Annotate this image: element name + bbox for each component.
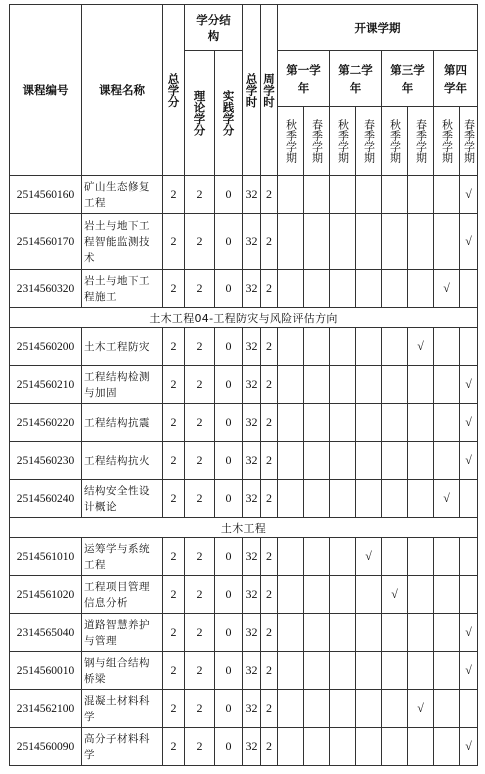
semester-cell bbox=[304, 442, 330, 480]
theory-credits-cell: 2 bbox=[185, 270, 215, 308]
semester-cell bbox=[304, 480, 330, 518]
table-header bbox=[10, 5, 478, 176]
semester-cell bbox=[408, 176, 434, 214]
table-row bbox=[10, 176, 478, 214]
check-mark-icon: √ bbox=[465, 377, 472, 391]
check-mark-icon: √ bbox=[465, 663, 472, 677]
semester-cell bbox=[408, 480, 434, 518]
total-credits-cell: 2 bbox=[163, 404, 185, 442]
semester-cell bbox=[408, 576, 434, 614]
semester-cell bbox=[278, 614, 304, 652]
table-row bbox=[10, 214, 478, 270]
table-row bbox=[10, 366, 478, 404]
semester-cell bbox=[460, 690, 478, 728]
table-row bbox=[10, 270, 478, 308]
semester-cell bbox=[408, 690, 434, 728]
semester-cell bbox=[304, 538, 330, 576]
semester-cell bbox=[330, 270, 356, 308]
theory-credits-cell: 2 bbox=[185, 214, 215, 270]
check-mark-icon: √ bbox=[465, 187, 472, 201]
semester-cell bbox=[356, 366, 382, 404]
semester-cell bbox=[304, 404, 330, 442]
course-name-cell: 岩土与地下工程智能监测技术 bbox=[82, 214, 163, 270]
check-mark-icon: √ bbox=[465, 625, 472, 639]
semester-cell bbox=[434, 690, 460, 728]
header-year-4: 第四学年 bbox=[434, 51, 478, 107]
semester-cell bbox=[460, 576, 478, 614]
semester-cell bbox=[356, 214, 382, 270]
semester-cell bbox=[408, 652, 434, 690]
semester-cell bbox=[434, 614, 460, 652]
semester-cell bbox=[356, 728, 382, 766]
course-code-cell: 2514560230 bbox=[10, 442, 82, 480]
practice-credits-cell: 0 bbox=[215, 538, 243, 576]
header-y4-spring: 春季学期 bbox=[460, 107, 478, 176]
course-name-cell: 结构安全性设计概论 bbox=[82, 480, 163, 518]
semester-cell bbox=[304, 652, 330, 690]
practice-credits-cell: 0 bbox=[215, 328, 243, 366]
semester-cell bbox=[278, 176, 304, 214]
table-row bbox=[10, 576, 478, 614]
practice-credits-cell: 0 bbox=[215, 480, 243, 518]
semester-cell bbox=[408, 728, 434, 766]
section-header-row bbox=[10, 308, 478, 328]
course-name-cell: 混凝土材料科学 bbox=[82, 690, 163, 728]
semester-cell bbox=[408, 442, 434, 480]
semester-cell bbox=[460, 214, 478, 270]
weekly-hours-cell: 2 bbox=[261, 614, 278, 652]
practice-credits-cell: 0 bbox=[215, 214, 243, 270]
theory-credits-cell: 2 bbox=[185, 576, 215, 614]
semester-cell bbox=[434, 366, 460, 404]
header-y2-spring: 春季学期 bbox=[356, 107, 382, 176]
semester-cell bbox=[382, 614, 408, 652]
course-code-cell: 2514560090 bbox=[10, 728, 82, 766]
semester-cell bbox=[330, 328, 356, 366]
weekly-hours-cell: 2 bbox=[261, 366, 278, 404]
semester-cell bbox=[356, 576, 382, 614]
course-name-cell: 工程结构检测与加固 bbox=[82, 366, 163, 404]
course-name-cell: 岩土与地下工程施工 bbox=[82, 270, 163, 308]
table-row bbox=[10, 538, 478, 576]
course-code-cell: 2514560160 bbox=[10, 176, 82, 214]
header-y3-autumn: 秋季学期 bbox=[382, 107, 408, 176]
header-theory-credits: 理论学分 bbox=[185, 51, 215, 176]
course-name-cell: 高分子材料科学 bbox=[82, 728, 163, 766]
total-credits-cell: 2 bbox=[163, 176, 185, 214]
course-code-cell: 2514561010 bbox=[10, 538, 82, 576]
semester-cell bbox=[382, 480, 408, 518]
semester-cell bbox=[460, 614, 478, 652]
semester-cell bbox=[278, 728, 304, 766]
semester-cell bbox=[330, 576, 356, 614]
semester-cell bbox=[408, 214, 434, 270]
check-mark-icon: √ bbox=[465, 453, 472, 467]
course-code-cell: 2514560220 bbox=[10, 404, 82, 442]
semester-cell bbox=[356, 480, 382, 518]
semester-cell bbox=[304, 328, 330, 366]
header-total-credits: 总学分 bbox=[163, 5, 185, 176]
check-mark-icon: √ bbox=[443, 281, 450, 295]
check-mark-icon: √ bbox=[391, 587, 398, 601]
course-code-cell: 2314565040 bbox=[10, 614, 82, 652]
semester-cell bbox=[460, 176, 478, 214]
course-name-cell: 工程结构抗震 bbox=[82, 404, 163, 442]
theory-credits-cell: 2 bbox=[185, 328, 215, 366]
weekly-hours-cell: 2 bbox=[261, 214, 278, 270]
semester-cell bbox=[330, 690, 356, 728]
theory-credits-cell: 2 bbox=[185, 176, 215, 214]
practice-credits-cell: 0 bbox=[215, 442, 243, 480]
total-credits-cell: 2 bbox=[163, 442, 185, 480]
theory-credits-cell: 2 bbox=[185, 404, 215, 442]
course-name-cell: 道路智慧养护与管理 bbox=[82, 614, 163, 652]
semester-cell bbox=[382, 576, 408, 614]
semester-cell bbox=[382, 690, 408, 728]
header-course-code: 课程编号 bbox=[10, 5, 82, 176]
table-row bbox=[10, 690, 478, 728]
semester-cell bbox=[304, 614, 330, 652]
total-hours-cell: 32 bbox=[243, 480, 261, 518]
total-hours-cell: 32 bbox=[243, 404, 261, 442]
section-title: 土木工程 bbox=[10, 518, 478, 538]
header-y2-autumn: 秋季学期 bbox=[330, 107, 356, 176]
semester-cell bbox=[278, 214, 304, 270]
theory-credits-cell: 2 bbox=[185, 366, 215, 404]
semester-cell bbox=[434, 576, 460, 614]
check-mark-icon: √ bbox=[465, 234, 472, 248]
practice-credits-cell: 0 bbox=[215, 404, 243, 442]
semester-cell bbox=[330, 404, 356, 442]
header-year-3: 第三学年 bbox=[382, 51, 434, 107]
semester-cell bbox=[356, 652, 382, 690]
semester-cell bbox=[382, 652, 408, 690]
check-mark-icon: √ bbox=[365, 549, 372, 563]
total-credits-cell: 2 bbox=[163, 538, 185, 576]
semester-cell bbox=[278, 576, 304, 614]
semester-cell bbox=[356, 328, 382, 366]
weekly-hours-cell: 2 bbox=[261, 176, 278, 214]
semester-cell bbox=[356, 690, 382, 728]
semester-cell bbox=[434, 480, 460, 518]
semester-cell bbox=[304, 728, 330, 766]
total-credits-cell: 2 bbox=[163, 480, 185, 518]
semester-cell bbox=[356, 614, 382, 652]
practice-credits-cell: 0 bbox=[215, 176, 243, 214]
course-table bbox=[9, 4, 478, 766]
semester-cell bbox=[382, 366, 408, 404]
semester-cell bbox=[330, 652, 356, 690]
semester-cell bbox=[408, 270, 434, 308]
semester-cell bbox=[460, 404, 478, 442]
practice-credits-cell: 0 bbox=[215, 728, 243, 766]
course-code-cell: 2514560240 bbox=[10, 480, 82, 518]
table-row bbox=[10, 652, 478, 690]
course-code-cell: 2314560320 bbox=[10, 270, 82, 308]
semester-cell bbox=[434, 328, 460, 366]
weekly-hours-cell: 2 bbox=[261, 480, 278, 518]
course-code-cell: 2514560210 bbox=[10, 366, 82, 404]
semester-cell bbox=[460, 652, 478, 690]
course-code-cell: 2314562100 bbox=[10, 690, 82, 728]
course-name-cell: 钢与组合结构桥梁 bbox=[82, 652, 163, 690]
theory-credits-cell: 2 bbox=[185, 614, 215, 652]
semester-cell bbox=[382, 214, 408, 270]
header-y1-spring: 春季学期 bbox=[304, 107, 330, 176]
semester-cell bbox=[356, 270, 382, 308]
semester-cell bbox=[408, 404, 434, 442]
header-total-hours: 总学时 bbox=[243, 5, 261, 176]
check-mark-icon: √ bbox=[443, 491, 450, 505]
semester-cell bbox=[304, 690, 330, 728]
semester-cell bbox=[434, 270, 460, 308]
check-mark-icon: √ bbox=[417, 701, 424, 715]
total-credits-cell: 2 bbox=[163, 270, 185, 308]
total-hours-cell: 32 bbox=[243, 652, 261, 690]
header-semesters: 开课学期 bbox=[278, 5, 478, 51]
table-row bbox=[10, 728, 478, 766]
semester-cell bbox=[330, 214, 356, 270]
total-hours-cell: 32 bbox=[243, 442, 261, 480]
semester-cell bbox=[382, 328, 408, 366]
weekly-hours-cell: 2 bbox=[261, 690, 278, 728]
semester-cell bbox=[460, 328, 478, 366]
total-hours-cell: 32 bbox=[243, 576, 261, 614]
semester-cell bbox=[278, 652, 304, 690]
header-year-1: 第一学年 bbox=[278, 51, 330, 107]
header-practice-credits: 实践学分 bbox=[215, 51, 243, 176]
semester-cell bbox=[330, 480, 356, 518]
course-name-cell: 土木工程防灾 bbox=[82, 328, 163, 366]
theory-credits-cell: 2 bbox=[185, 480, 215, 518]
semester-cell bbox=[460, 270, 478, 308]
theory-credits-cell: 2 bbox=[185, 442, 215, 480]
semester-cell bbox=[460, 728, 478, 766]
header-credit-structure: 学分结构 bbox=[185, 5, 243, 51]
total-hours-cell: 32 bbox=[243, 614, 261, 652]
course-name-cell: 工程项目管理信息分析 bbox=[82, 576, 163, 614]
semester-cell bbox=[278, 538, 304, 576]
section-header-row bbox=[10, 518, 478, 538]
semester-cell bbox=[382, 404, 408, 442]
semester-cell bbox=[434, 538, 460, 576]
total-hours-cell: 32 bbox=[243, 538, 261, 576]
semester-cell bbox=[408, 538, 434, 576]
total-hours-cell: 32 bbox=[243, 176, 261, 214]
course-name-cell: 工程结构抗火 bbox=[82, 442, 163, 480]
header-y1-autumn: 秋季学期 bbox=[278, 107, 304, 176]
semester-cell bbox=[278, 328, 304, 366]
semester-cell bbox=[434, 176, 460, 214]
semester-cell bbox=[434, 214, 460, 270]
total-hours-cell: 32 bbox=[243, 270, 261, 308]
total-hours-cell: 32 bbox=[243, 214, 261, 270]
total-credits-cell: 2 bbox=[163, 690, 185, 728]
course-name-cell: 矿山生态修复工程 bbox=[82, 176, 163, 214]
semester-cell bbox=[460, 442, 478, 480]
semester-cell bbox=[304, 270, 330, 308]
semester-cell bbox=[278, 480, 304, 518]
semester-cell bbox=[356, 538, 382, 576]
semester-cell bbox=[434, 652, 460, 690]
practice-credits-cell: 0 bbox=[215, 652, 243, 690]
weekly-hours-cell: 2 bbox=[261, 576, 278, 614]
semester-cell bbox=[356, 176, 382, 214]
table-row bbox=[10, 480, 478, 518]
semester-cell bbox=[330, 176, 356, 214]
semester-cell bbox=[330, 442, 356, 480]
semester-cell bbox=[330, 538, 356, 576]
weekly-hours-cell: 2 bbox=[261, 728, 278, 766]
theory-credits-cell: 2 bbox=[185, 690, 215, 728]
header-y4-autumn: 秋季学期 bbox=[434, 107, 460, 176]
total-credits-cell: 2 bbox=[163, 576, 185, 614]
semester-cell bbox=[304, 366, 330, 404]
total-hours-cell: 32 bbox=[243, 690, 261, 728]
semester-cell bbox=[408, 366, 434, 404]
semester-cell bbox=[278, 404, 304, 442]
course-code-cell: 2514560200 bbox=[10, 328, 82, 366]
weekly-hours-cell: 2 bbox=[261, 652, 278, 690]
table-row bbox=[10, 328, 478, 366]
semester-cell bbox=[460, 538, 478, 576]
table-body bbox=[10, 176, 478, 766]
header-weekly-hours: 周学时 bbox=[261, 5, 278, 176]
weekly-hours-cell: 2 bbox=[261, 328, 278, 366]
section-title: 土木工程04-工程防灾与风险评估方向 bbox=[10, 308, 478, 328]
semester-cell bbox=[356, 404, 382, 442]
total-hours-cell: 32 bbox=[243, 728, 261, 766]
semester-cell bbox=[304, 214, 330, 270]
semester-cell bbox=[356, 442, 382, 480]
semester-cell bbox=[382, 538, 408, 576]
total-credits-cell: 2 bbox=[163, 614, 185, 652]
total-hours-cell: 32 bbox=[243, 366, 261, 404]
course-code-cell: 2514561020 bbox=[10, 576, 82, 614]
semester-cell bbox=[330, 366, 356, 404]
total-hours-cell: 32 bbox=[243, 328, 261, 366]
total-credits-cell: 2 bbox=[163, 328, 185, 366]
semester-cell bbox=[434, 442, 460, 480]
weekly-hours-cell: 2 bbox=[261, 404, 278, 442]
semester-cell bbox=[330, 728, 356, 766]
theory-credits-cell: 2 bbox=[185, 728, 215, 766]
weekly-hours-cell: 2 bbox=[261, 270, 278, 308]
total-credits-cell: 2 bbox=[163, 728, 185, 766]
semester-cell bbox=[408, 614, 434, 652]
practice-credits-cell: 0 bbox=[215, 576, 243, 614]
semester-cell bbox=[382, 176, 408, 214]
table-row bbox=[10, 442, 478, 480]
semester-cell bbox=[278, 690, 304, 728]
total-credits-cell: 2 bbox=[163, 214, 185, 270]
weekly-hours-cell: 2 bbox=[261, 442, 278, 480]
check-mark-icon: √ bbox=[465, 739, 472, 753]
theory-credits-cell: 2 bbox=[185, 538, 215, 576]
course-code-cell: 2514560170 bbox=[10, 214, 82, 270]
practice-credits-cell: 0 bbox=[215, 614, 243, 652]
total-credits-cell: 2 bbox=[163, 652, 185, 690]
semester-cell bbox=[278, 270, 304, 308]
course-code-cell: 2514560010 bbox=[10, 652, 82, 690]
check-mark-icon: √ bbox=[465, 415, 472, 429]
header-course-name: 课程名称 bbox=[82, 5, 163, 176]
semester-cell bbox=[278, 442, 304, 480]
semester-cell bbox=[278, 366, 304, 404]
semester-cell bbox=[434, 728, 460, 766]
semester-cell bbox=[304, 576, 330, 614]
semester-cell bbox=[382, 728, 408, 766]
semester-cell bbox=[382, 442, 408, 480]
semester-cell bbox=[330, 614, 356, 652]
semester-cell bbox=[460, 366, 478, 404]
check-mark-icon: √ bbox=[417, 339, 424, 353]
weekly-hours-cell: 2 bbox=[261, 538, 278, 576]
semester-cell bbox=[460, 480, 478, 518]
table-row bbox=[10, 614, 478, 652]
practice-credits-cell: 0 bbox=[215, 270, 243, 308]
table-row bbox=[10, 404, 478, 442]
semester-cell bbox=[408, 328, 434, 366]
semester-cell bbox=[434, 404, 460, 442]
semester-cell bbox=[304, 176, 330, 214]
header-year-2: 第二学年 bbox=[330, 51, 382, 107]
header-y3-spring: 春季学期 bbox=[408, 107, 434, 176]
semester-cell bbox=[382, 270, 408, 308]
practice-credits-cell: 0 bbox=[215, 690, 243, 728]
total-credits-cell: 2 bbox=[163, 366, 185, 404]
course-name-cell: 运筹学与系统工程 bbox=[82, 538, 163, 576]
practice-credits-cell: 0 bbox=[215, 366, 243, 404]
theory-credits-cell: 2 bbox=[185, 652, 215, 690]
